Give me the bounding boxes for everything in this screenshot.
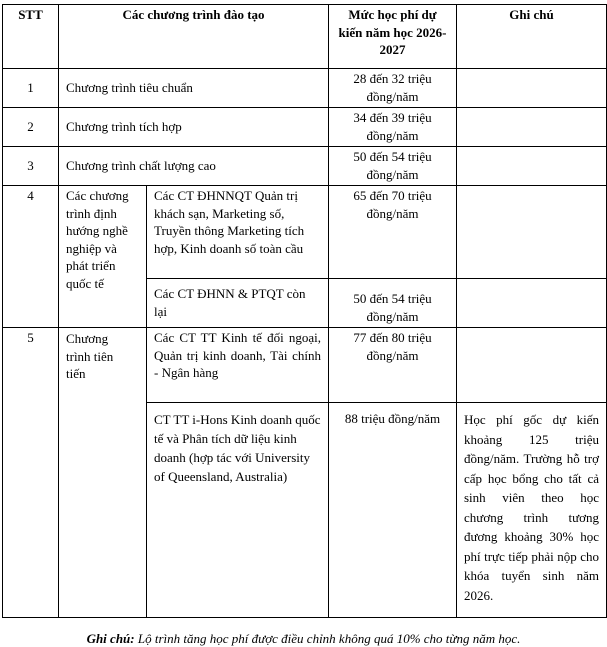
table-row xyxy=(3,108,607,147)
row-note xyxy=(457,186,607,279)
tuition-table xyxy=(2,4,607,618)
row-stt: 4 xyxy=(3,186,59,328)
row-fee: 50 đến 54 triệu đồng/năm xyxy=(329,147,457,186)
row-stt: 3 xyxy=(3,147,59,186)
header-program: Các chương trình đào tạo xyxy=(59,5,329,69)
row-stt: 5 xyxy=(3,328,59,618)
header-stt: STT xyxy=(3,5,59,69)
row-stt: 1 xyxy=(3,69,59,108)
header-fee: Mức học phí dự kiến năm học 2026-2027 xyxy=(329,5,457,69)
row-note xyxy=(457,108,607,147)
row-program: Chương trình tiêu chuẩn xyxy=(59,69,329,108)
row-program: Các chương trình định hướng nghề nghiệp và phát triển quốc tế xyxy=(59,186,147,328)
row-subprogram: CT TT i-Hons Kinh doanh quốc tế và Phân tích dữ liệu kinh doanh (hợp tác với University of Queensland, Australia) xyxy=(147,403,329,618)
footnote xyxy=(0,630,607,647)
header-note: Ghi chú xyxy=(457,5,607,69)
row-fee: 88 triệu đồng/năm xyxy=(329,403,457,618)
row-note xyxy=(457,328,607,403)
row-subprogram: Các CT ĐHNNQT Quản trị khách sạn, Marketing số, Truyền thông Marketing tích hợp, Kinh doanh số toàn cầu xyxy=(147,186,329,279)
row-subprogram: Các CT ĐHNN & PTQT còn lại xyxy=(147,279,329,328)
row-fee: 50 đến 54 triệu đồng/năm xyxy=(329,279,457,328)
row-fee: 65 đến 70 triệu đồng/năm xyxy=(329,186,457,279)
row-note: Học phí gốc dự kiến khoảng 125 triệu đồng/năm. Trường hỗ trợ cấp học bổng cho tất cả sinh viên theo học chương trình tương đương khoảng 30% học phí trực tiếp phải nộp cho khóa tuyển sinh năm 2026. xyxy=(457,403,607,618)
table-row xyxy=(3,328,607,403)
row-program xyxy=(59,328,147,618)
row-stt: 2 xyxy=(3,108,59,147)
row-note xyxy=(457,69,607,108)
table-row xyxy=(3,147,607,186)
table-row xyxy=(3,69,607,108)
row-fee: 28 đến 32 triệu đồng/năm xyxy=(329,69,457,108)
row-note xyxy=(457,279,607,328)
row-program: Chương trình chất lượng cao xyxy=(59,147,329,186)
row-subprogram: Các CT TT Kinh tế đối ngoại, Quản trị kinh doanh, Tài chính - Ngân hàng xyxy=(147,328,329,403)
row-program: Chương trình tích hợp xyxy=(59,108,329,147)
row-note xyxy=(457,147,607,186)
footnote-text: Lộ trình tăng học phí được điều chỉnh không quá 10% cho từng năm học. xyxy=(134,631,521,646)
footnote-label: Ghi chú: xyxy=(86,631,135,646)
table-row xyxy=(3,186,607,279)
row-fee: 77 đến 80 triệu đồng/năm xyxy=(329,328,457,403)
row-fee: 34 đến 39 triệu đồng/năm xyxy=(329,108,457,147)
program-line: Chương trình tiên tiến xyxy=(66,331,114,381)
table-header-row xyxy=(3,5,607,69)
